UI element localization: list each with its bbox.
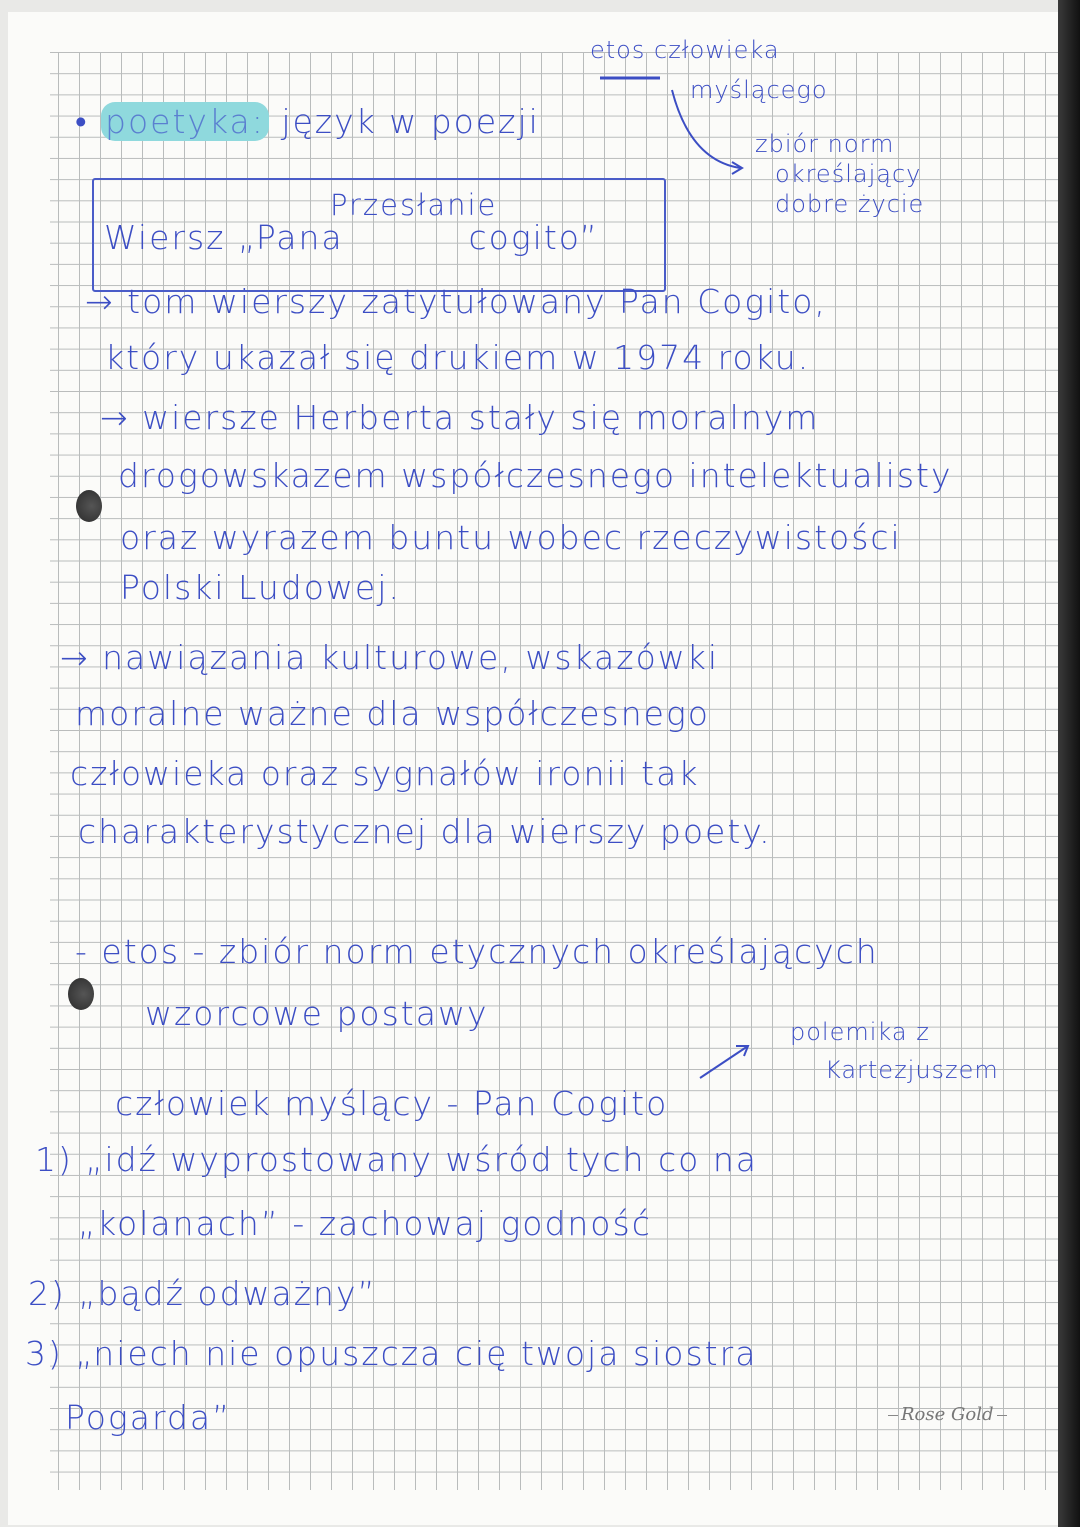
brand-logo: Rose Gold [885, 1404, 1010, 1425]
margin-note: etos człowieka [590, 36, 780, 64]
note-line: Polski Ludowej. [120, 568, 401, 607]
topic-text: język w poezji [281, 102, 540, 141]
topic-line: • poetyka: język w poezji [75, 102, 540, 141]
note-line: 2) „bądź odważny” [28, 1274, 377, 1313]
side-note: Kartezjuszem [825, 1056, 999, 1084]
margin-note: myślącego [690, 76, 828, 104]
note-line: 3) „niech nie opuszcza cię twoja siostra [25, 1334, 758, 1373]
margin-note: zbiór norm [755, 130, 895, 158]
note-line: „kolanach” - zachowaj godność [78, 1204, 652, 1243]
box-line: Wiersz „Pana cogito” [104, 218, 599, 257]
note-line: charakterystycznej dla wierszy poety. [78, 812, 772, 851]
note-line: → nawiązania kulturowe, wskazówki [60, 638, 720, 677]
note-line: człowiek myślący - Pan Cogito [115, 1084, 669, 1123]
margin-note: dobre życie [775, 190, 925, 218]
note-line: człowieka oraz sygnałów ironii tak [70, 754, 700, 793]
note-line: oraz wyrazem buntu wobec rzeczywistości [120, 518, 902, 557]
box-title: Przesłanie [330, 188, 498, 222]
note-line: który ukazał się drukiem w 1974 roku. [105, 338, 811, 377]
highlighted-term: poetyka: [101, 102, 269, 141]
paper-bottom-margin [8, 1490, 1058, 1525]
note-line: wzorcowe postawy [145, 994, 489, 1033]
note-line: moralne ważne dla współczesnego [75, 694, 710, 733]
note-line: 1) „idź wyprostowany wśród tych co na [35, 1140, 758, 1179]
side-note: polemika z [790, 1018, 930, 1046]
note-line: → wiersze Herberta stały się moralnym [100, 398, 820, 437]
note-line: - etos - zbiór norm etycznych określających [75, 932, 879, 971]
note-line: → tom wierszy zatytułowany Pan Cogito, [85, 282, 827, 321]
margin-note: określający [775, 160, 922, 188]
note-line: Pogarda” [65, 1398, 232, 1437]
note-line: drogowskazem współczesnego intelektualisty [118, 456, 953, 495]
